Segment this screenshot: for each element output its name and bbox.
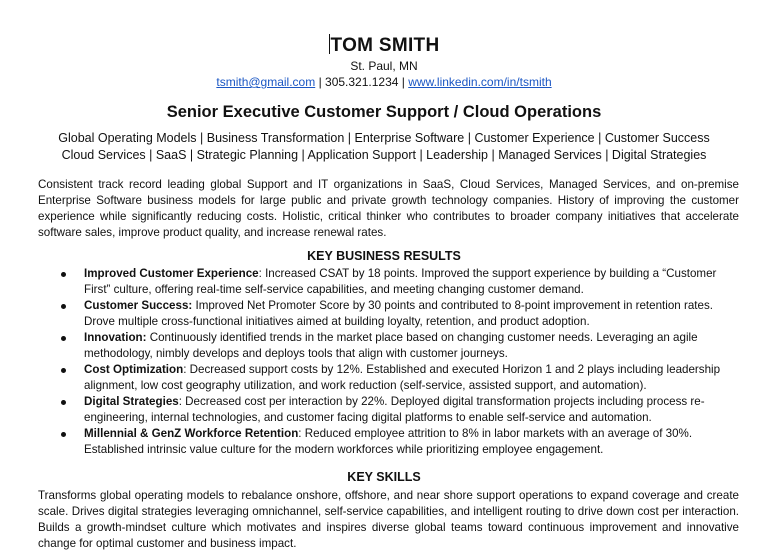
list-item — [38, 362, 738, 394]
results-list — [38, 266, 738, 458]
list-item — [38, 394, 738, 426]
bullet-icon — [61, 432, 66, 437]
label-separator: : — [178, 395, 186, 408]
bullet-icon — [61, 400, 66, 405]
results-section-title: KEY BUSINESS RESULTS — [307, 249, 461, 263]
bullet-icon — [61, 304, 66, 309]
result-text: Decreased support costs by 12%. Established and executed Horizon 1 and 2 plays including leadership alignment, low cost geography utilization, and work reduction (self-service, assisted support, and automation). — [84, 363, 721, 392]
list-item — [38, 330, 738, 362]
professional-headline: Senior Executive Customer Support / Cloud Operations — [166, 103, 602, 121]
location: St. Paul, MN — [350, 59, 418, 73]
result-text: Continuously identified trends in the market place based on changing customer needs. Leveraging an agile methodology, nimbly develops and deploys tools that align with customer journeys. — [84, 331, 698, 360]
label-separator: : — [258, 267, 266, 280]
keywords-line-1: Global Operating Models | Business Transformation | Enterprise Software | Customer Experience | Customer Success — [58, 131, 710, 145]
linkedin-link[interactable]: www.linkedin.com/in/tsmith — [408, 75, 552, 89]
keywords-line-2: Cloud Services | SaaS | Strategic Planning | Application Support | Leadership | Managed Services | Digital Strategies — [61, 148, 707, 162]
candidate-name-block — [0, 34, 768, 57]
result-text: Improved Net Promoter Score by 30 points and contributed to 8-point improvement in retention rates. Drove multiple cross-functional initiatives aimed at building loyalty, retention, and product adoption. — [84, 299, 713, 328]
email-link[interactable]: tsmith@gmail.com — [216, 75, 316, 89]
contact-line — [0, 75, 768, 89]
result-label: Digital Strategies — [84, 395, 179, 408]
list-item — [38, 298, 738, 330]
label-separator: : — [183, 363, 190, 376]
bullet-icon — [61, 368, 66, 373]
result-label: Millennial & GenZ Workforce Retention — [84, 427, 299, 440]
phone-number: 305.321.1234 — [325, 75, 399, 89]
list-item — [38, 266, 738, 298]
label-separator: : — [298, 427, 305, 440]
result-label: Cost Optimization — [84, 363, 184, 376]
result-text: Increased CSAT by 18 points. Improved the support experience by building a “Customer First” culture, offering real-time self-service capabilities, and meeting changing customer demand. — [84, 267, 717, 296]
contact-separator: | — [398, 75, 409, 89]
result-label: Customer Success: — [84, 299, 193, 312]
result-label: Improved Customer Experience — [84, 267, 259, 280]
candidate-name: TOM SMITH — [330, 35, 440, 56]
skills-paragraph: Transforms global operating models to rebalance onshore, offshore, and near shore support operations to expand coverage and create scale. Drives digital strategies leveraging omnichannel, self-service capabilities, and intelligent routing to drive down cost per interaction. Builds a growth-mindset culture which motivates and inspires diverse global teams toward continuous improvement and innovative change for optimal customer and business impact. — [38, 489, 739, 550]
bullet-icon — [61, 272, 66, 277]
professional-summary: Consistent track record leading global Support and IT organizations in SaaS, Cloud Services, Managed Services, and on-premise Enterprise Software business models for large public and private growth technology companies. History of improving the customer experience while significantly reducing costs. Holistic, critical thinker who contributes to broader company initiatives that accelerate software sales, improve product quality, and increase renewal rates. — [38, 178, 739, 239]
result-text: Decreased cost per interaction by 22%. Deployed digital transformation projects including process re-engineering, internal technologies, and customer facing digital platforms to enable self-service and automation. — [84, 395, 705, 424]
skills-section-title: KEY SKILLS — [347, 470, 421, 484]
result-label: Innovation: — [84, 331, 147, 344]
list-item — [38, 426, 738, 458]
result-text: Reduced employee attrition to 8% in labor markets with an average of 30%. Established intrinsic value culture for the modern workforces while prioritizing employee engagement. — [84, 427, 693, 456]
text-cursor-icon — [329, 34, 330, 54]
contact-separator: | — [315, 75, 326, 89]
bullet-icon — [61, 336, 66, 341]
